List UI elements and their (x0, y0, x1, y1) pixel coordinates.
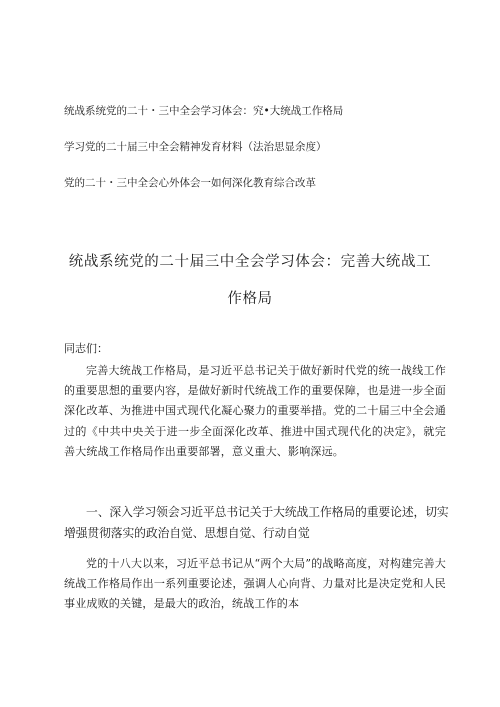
toc-item[interactable]: 学习党的二十届三中全会精神发育材料（法治思显余度） (64, 141, 327, 153)
section-heading-1: 一、深入学习领会习近平总书记关于大统战工作格局的重要论述，切实增强贯彻落实的政治自觉、思想自觉、行动自觉 (64, 505, 449, 540)
body-paragraph-1: 完善大统战工作格局，是习近平总书记关于做好新时代党的统一战线工作的重要思想的重要内容，是做好新时代统战工作的重要保障，也是进一步全面深化改革、为推进中国式现代化凝心聚力的重要举措。党的二十届三中全会通过的《中共中央关于进一步全面深化改革、推进中国式现代化的决定》，就完善大统战工作格局作出重要部署，意义重大、影响深远。 (64, 364, 446, 458)
toc-item[interactable]: 党的二十・三中全会心外体会一如何深化教育综合改革 (64, 177, 316, 189)
article-title-line-1: 统战系统党的二十届三中全会学习体会：完善大统战工 (68, 254, 432, 270)
salutation: 同志们： (64, 342, 108, 355)
article-title-line-2: 作格局 (227, 291, 273, 307)
table-of-contents (64, 104, 444, 212)
body-paragraph-2: 党的十八大以来，习近平总书记从“两个大局”的战略高度，对构建完善大统战工作格局作出一系列重要论述，强调人心向背、力量对比是决定党和人民事业成败的关键，是最大的政治，统战工作的本 (64, 557, 446, 611)
toc-item[interactable]: 统战系统党的二十・三中全会学习体会：究•大统战工作格局 (64, 105, 344, 117)
